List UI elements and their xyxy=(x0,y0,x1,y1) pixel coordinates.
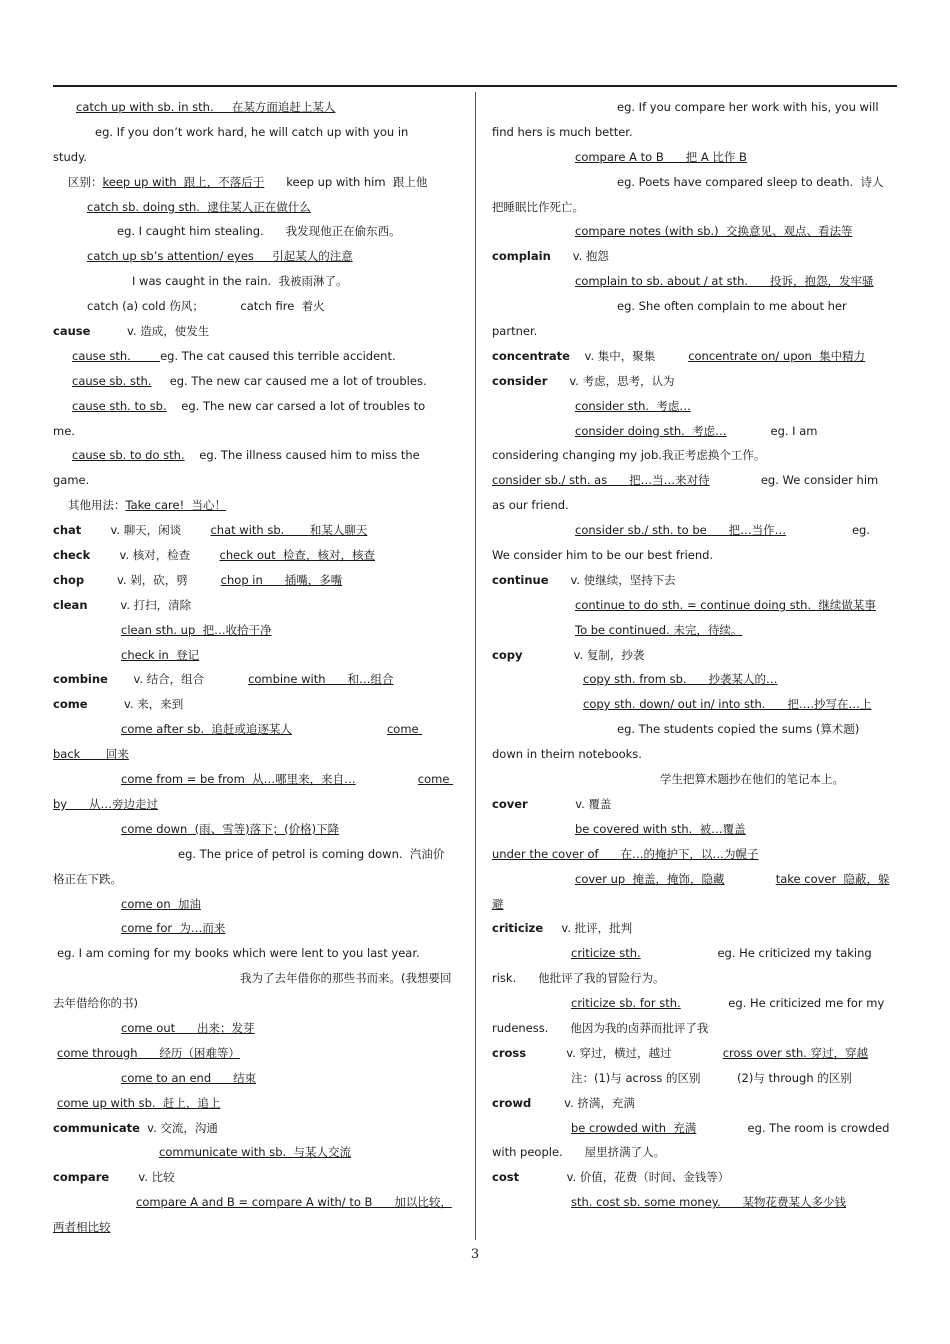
text-line xyxy=(53,1091,459,1116)
text: 区别： xyxy=(68,174,103,189)
text-line xyxy=(492,1016,897,1041)
text: 注：(1)与 across 的区别 (2)与 through 的区别 xyxy=(571,1070,852,1085)
text-line xyxy=(492,344,897,369)
text-line xyxy=(492,319,897,344)
text-line xyxy=(492,95,897,120)
phrase: cross over sth. 穿过，穿越 xyxy=(722,1045,869,1060)
text-line xyxy=(53,916,459,941)
text-line xyxy=(492,892,897,917)
text-line xyxy=(53,394,459,419)
text: v. 抱怨 xyxy=(550,249,609,264)
text: eg. He criticized me for my xyxy=(680,996,885,1011)
text-line xyxy=(492,269,897,294)
text-line xyxy=(492,1066,897,1091)
text-line xyxy=(492,867,897,892)
top-rule xyxy=(53,85,897,87)
text-line xyxy=(492,1116,897,1141)
text-line xyxy=(53,618,459,643)
text-line xyxy=(492,369,897,394)
phrase: come xyxy=(386,722,423,737)
text: v. 核对，检查 xyxy=(90,548,220,563)
text: 学生把算术题抄在他们的笔记本上。 xyxy=(660,772,844,787)
phrase: come on 加油 xyxy=(121,896,201,911)
headword: come xyxy=(53,697,88,712)
text: v. 使继续，坚持下去 xyxy=(548,572,676,587)
text xyxy=(292,722,387,736)
text: partner. xyxy=(492,324,538,339)
text-line xyxy=(53,120,459,145)
text-line xyxy=(53,419,459,444)
text xyxy=(356,772,418,786)
text: keep up with him 跟上他 xyxy=(264,174,428,189)
phrase: compare notes (with sb.) 交换意见、观点、看法等 xyxy=(575,224,853,239)
text-line xyxy=(53,493,459,518)
phrase: come through 经历（困难等） xyxy=(57,1045,240,1060)
text-line xyxy=(53,1041,459,1066)
text-line xyxy=(492,219,897,244)
text: study. xyxy=(53,149,87,164)
text xyxy=(725,872,776,886)
text: eg. The new car carsed a lot of troubles to xyxy=(166,398,426,413)
text: v. 考虑，思考，认为 xyxy=(547,373,675,388)
text-line xyxy=(53,1140,459,1165)
right-column xyxy=(492,95,897,1215)
headword: copy xyxy=(492,647,523,662)
text-line xyxy=(53,742,459,767)
phrase: come down (雨、雪等)落下；(价格)下降 xyxy=(121,821,340,836)
text: eg. I am coming for my books which were lent to you last year. xyxy=(57,946,420,961)
text: eg. The price of petrol is coming down. 汽油价 xyxy=(178,846,445,861)
text: me. xyxy=(53,423,75,438)
text: v. 覆盖 xyxy=(527,796,612,811)
text-line xyxy=(492,543,897,568)
text: 格正在下跌。 xyxy=(53,871,122,886)
phrase: take cover 隐蔽，躲 xyxy=(775,871,890,886)
headword: consider xyxy=(492,373,548,388)
text-line xyxy=(53,518,459,543)
phrase: consider doing sth. 考虑… xyxy=(575,423,727,438)
text-line xyxy=(492,593,897,618)
text-line xyxy=(492,244,897,269)
text: v. 穿过，横过，越过 xyxy=(526,1045,723,1060)
text-line xyxy=(492,941,897,966)
phrase: be crowded with 充满 xyxy=(571,1120,697,1135)
text: down in theirn notebooks. xyxy=(492,747,642,762)
text-line xyxy=(492,717,897,742)
text-line xyxy=(53,1016,459,1041)
phrase: catch sb. doing sth. 逮住某人正在做什么 xyxy=(87,199,311,214)
text-line xyxy=(492,518,897,543)
text: eg. The students copied the sums (算术题) xyxy=(617,722,860,737)
phrase: concentrate on/ upon 集中精力 xyxy=(688,348,866,363)
text: as our friend. xyxy=(492,498,569,513)
phrase: 避 xyxy=(492,896,504,911)
phrase: sth. cost sb. some money. 某物花费某人多少钱 xyxy=(571,1195,847,1210)
text: I was caught in the rain. 我被雨淋了。 xyxy=(132,274,348,289)
text-line xyxy=(492,1165,897,1190)
text-line xyxy=(53,195,459,220)
phrase: chop in 插嘴，多嘴 xyxy=(220,572,343,587)
text-line xyxy=(53,941,459,966)
text-line xyxy=(53,717,459,742)
text-line xyxy=(492,966,897,991)
text-line xyxy=(53,1116,459,1141)
text: risk. 他批评了我的冒险行为。 xyxy=(492,971,665,986)
phrase: combine with 和…组合 xyxy=(248,672,394,687)
text-line xyxy=(53,170,459,195)
text: v. 来，来到 xyxy=(87,697,184,712)
text-line xyxy=(492,1190,897,1215)
text: with people. 屋里挤满了人。 xyxy=(492,1145,666,1160)
phrase: keep up with 跟上，不落后于 xyxy=(102,174,265,189)
text-line xyxy=(53,543,459,568)
text-line xyxy=(53,294,459,319)
phrase: come after sb. 追赶或追逐某人 xyxy=(121,722,292,737)
text: eg. She often complain to me about her xyxy=(617,299,847,314)
text: v. 造成，使发生 xyxy=(90,324,210,339)
phrase: cause sb. to do sth. xyxy=(72,448,185,463)
text: v. 结合，组合 xyxy=(107,672,249,687)
text: v. 比较 xyxy=(109,1170,175,1185)
phrase: compare A and B = compare A with/ to B 加以比较， xyxy=(136,1195,452,1210)
phrase: by 从…旁边走过 xyxy=(53,796,159,811)
headword: concentrate xyxy=(492,348,570,363)
text-line xyxy=(492,1140,897,1165)
text: eg. He criticized my taking xyxy=(640,946,872,961)
text: eg. Poets have compared sleep to death. 诗人 xyxy=(617,174,884,189)
text-line xyxy=(53,1066,459,1091)
text: v. 价值，花费（时间、金钱等） xyxy=(519,1170,730,1185)
phrase: check in 登记 xyxy=(121,647,200,662)
headword: check xyxy=(53,548,91,563)
text: considering changing my job.我正考虑换个工作。 xyxy=(492,448,766,463)
phrase: cause sb. sth. xyxy=(72,373,152,388)
phrase: be covered with sth. 被…覆盖 xyxy=(575,821,746,836)
phrase: copy sth. down/ out in/ into sth. 把….抄写在…上 xyxy=(583,697,872,712)
headword: cause xyxy=(53,324,91,339)
text-line xyxy=(53,145,459,170)
text-line xyxy=(492,1041,897,1066)
text: eg. The cat caused this terrible accident. xyxy=(160,348,396,363)
text-line xyxy=(53,1215,459,1240)
text-line xyxy=(53,269,459,294)
text-line xyxy=(492,618,897,643)
text-line xyxy=(53,468,459,493)
headword: compare xyxy=(53,1170,110,1185)
phrase: To be continued. 未完，待续。 xyxy=(575,622,743,637)
phrase: back 回来 xyxy=(53,747,129,762)
phrase: come from = be from 从…哪里来，来自… xyxy=(121,772,356,787)
text: v. 打扫，清除 xyxy=(87,597,192,612)
text: eg. The new car caused me a lot of troubles. xyxy=(151,373,427,388)
phrase: compare A to B 把 A 比作 B xyxy=(575,149,747,164)
text: 我为了去年借你的那些书而来。(我想要回 xyxy=(240,971,452,986)
text-line xyxy=(492,692,897,717)
text: eg. I caught him stealing. 我发现他正在偷东西。 xyxy=(117,224,401,239)
text-line xyxy=(53,842,459,867)
text-line xyxy=(492,195,897,220)
text-line xyxy=(53,667,459,692)
text-line xyxy=(53,892,459,917)
phrase: consider sb./ sth. as 把…当…来对待 xyxy=(492,473,710,488)
text-line xyxy=(53,95,459,120)
text-line xyxy=(53,369,459,394)
phrase: cause sth. xyxy=(72,348,161,363)
text-line xyxy=(492,294,897,319)
text-line xyxy=(492,120,897,145)
phrase: chat with sb. 和某人聊天 xyxy=(210,523,368,538)
text: v. 集中，聚集 xyxy=(569,348,689,363)
phrase: come for 为…而来 xyxy=(121,921,226,936)
text-line xyxy=(53,319,459,344)
text-line xyxy=(492,145,897,170)
text-line xyxy=(492,817,897,842)
text-line xyxy=(492,443,897,468)
phrase: communicate with sb. 与某人交流 xyxy=(159,1145,351,1160)
text: We consider him to be our best friend. xyxy=(492,548,714,563)
text: catch (a) cold 伤风； catch fire 着火 xyxy=(87,299,325,314)
text-line xyxy=(53,643,459,668)
text-line xyxy=(492,468,897,493)
text-line xyxy=(492,170,897,195)
text-line xyxy=(53,244,459,269)
text-line xyxy=(492,419,897,444)
phrase: come to an end 结束 xyxy=(121,1070,257,1085)
phrase: under the cover of 在…的掩护下，以…为幌子 xyxy=(492,846,759,861)
text: eg. We consider him xyxy=(709,473,879,488)
headword: cover xyxy=(492,796,528,811)
text-line xyxy=(492,792,897,817)
phrase: check out 检查，核对，核查 xyxy=(219,548,375,563)
text: find hers is much better. xyxy=(492,124,633,139)
text-line xyxy=(492,643,897,668)
text: rudeness. 他因为我的卤莽而批评了我 xyxy=(492,1020,709,1035)
phrase: come up with sb. 赶上，追上 xyxy=(57,1095,221,1110)
phrase: clean sth. up 把…收拾干净 xyxy=(121,622,272,637)
text: 其他用法： xyxy=(68,498,126,513)
headword: criticize xyxy=(492,921,544,936)
page-number: 3 xyxy=(470,1247,480,1262)
phrase: complain to sb. about / at sth. 投诉，抱怨，发牢骚 xyxy=(575,274,874,289)
text: v. 聊天，闲谈 xyxy=(81,523,211,538)
text: eg. xyxy=(786,523,871,538)
text-line xyxy=(53,568,459,593)
text: v. 批评，批判 xyxy=(543,921,633,936)
phrase: copy sth. from sb. 抄袭某人的… xyxy=(583,672,778,687)
column-divider xyxy=(475,92,476,1240)
text-line xyxy=(53,867,459,892)
text-line xyxy=(53,1165,459,1190)
headword: crowd xyxy=(492,1095,532,1110)
text: v. 交流，沟通 xyxy=(139,1120,218,1135)
text-line xyxy=(492,916,897,941)
text-line xyxy=(53,767,459,792)
headword: chat xyxy=(53,523,82,538)
headword: complain xyxy=(492,249,551,264)
headword: clean xyxy=(53,597,88,612)
text-line xyxy=(53,991,459,1016)
text-line xyxy=(53,1190,459,1215)
text: eg. The illness caused him to miss the xyxy=(184,448,420,463)
phrase: criticize sb. for sth. xyxy=(571,996,681,1011)
text-line xyxy=(53,692,459,717)
phrase: continue to do sth. = continue doing sth. 继续做某事 xyxy=(575,597,876,612)
text-line xyxy=(492,842,897,867)
phrase: cover up 掩盖，掩饰，隐藏 xyxy=(575,871,725,886)
text-line xyxy=(492,394,897,419)
text-line xyxy=(492,767,897,792)
text: v. 剁，砍，劈 xyxy=(84,572,221,587)
text: v. 挤满，充满 xyxy=(531,1095,635,1110)
phrase: come xyxy=(417,772,454,787)
text-line xyxy=(53,593,459,618)
phrase: consider sth. 考虑… xyxy=(575,398,691,413)
text: 去年借给你的书) xyxy=(53,996,138,1011)
phrase: 两者相比较 xyxy=(53,1220,111,1235)
text: v. 复制，抄袭 xyxy=(522,647,645,662)
headword: cross xyxy=(492,1045,527,1060)
phrase: catch up with sb. in sth. 在某方面追赶上某人 xyxy=(76,100,336,114)
headword: continue xyxy=(492,572,549,587)
text-line xyxy=(492,742,897,767)
text-line xyxy=(492,991,897,1016)
text: 把睡眠比作死亡。 xyxy=(492,199,584,214)
text: eg. The room is crowded xyxy=(696,1120,890,1135)
headword: combine xyxy=(53,672,108,687)
phrase: come out 出来；发芽 xyxy=(121,1020,255,1035)
text-line xyxy=(492,568,897,593)
phrase: criticize sth. xyxy=(571,946,641,961)
headword: chop xyxy=(53,572,85,587)
phrase: consider sb./ sth. to be 把…当作… xyxy=(575,523,787,538)
phrase: catch up sb’s attention/ eyes 引起某人的注意 xyxy=(87,249,353,264)
text-line xyxy=(492,667,897,692)
left-column xyxy=(53,95,459,1240)
text: game. xyxy=(53,473,90,488)
text-line xyxy=(53,792,459,817)
text: eg. I am xyxy=(726,423,818,438)
phrase: Take care! 当心！ xyxy=(125,498,226,513)
text: eg. If you compare her work with his, you will xyxy=(617,100,879,114)
text-line xyxy=(492,493,897,518)
text-line xyxy=(53,344,459,369)
phrase: cause sth. to sb. xyxy=(72,398,167,413)
headword: communicate xyxy=(53,1120,140,1135)
text: eg. If you don’t work hard, he will catch up with you in xyxy=(95,124,409,139)
headword: cost xyxy=(492,1170,520,1185)
text-line xyxy=(53,443,459,468)
text-line xyxy=(492,1091,897,1116)
text-line xyxy=(53,219,459,244)
text-line xyxy=(53,966,459,991)
text-line xyxy=(53,817,459,842)
